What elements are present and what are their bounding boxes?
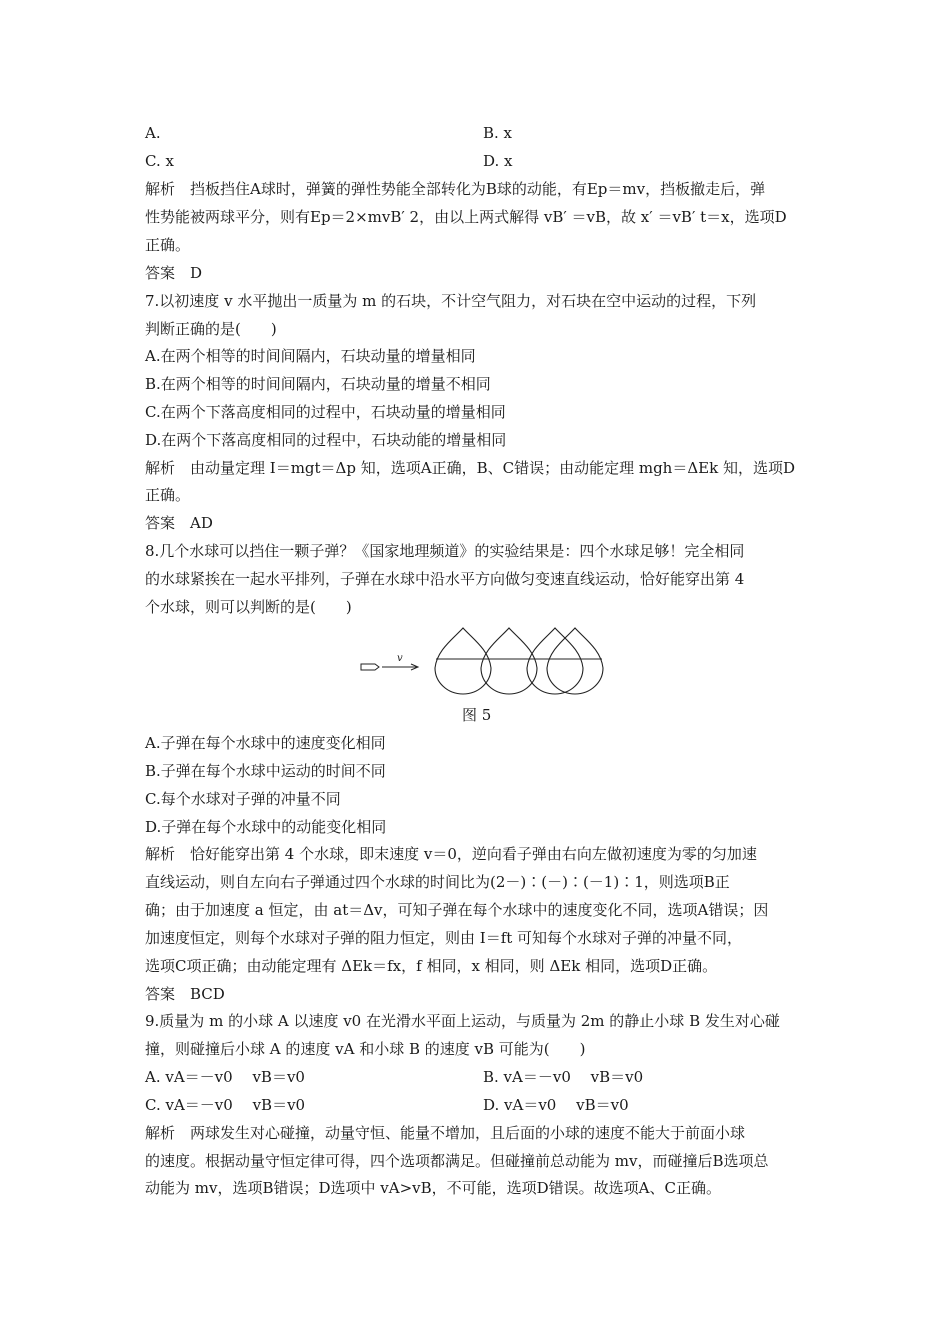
- q8-option-a: A.子弹在每个水球中的速度变化相同: [145, 734, 386, 752]
- q8-option-d: D.子弹在每个水球中的动能变化相同: [145, 818, 387, 836]
- q8-analysis-line: 加速度恒定，则每个水球对子弹的阻力恒定，则由 I＝ft 可知每个水球对子弹的冲量不同，: [145, 929, 743, 947]
- q7-answer: 答案 AD: [145, 514, 213, 532]
- q9-option-c: C. vA＝－v0 vB＝v0: [145, 1096, 306, 1114]
- q7-option-d: D.在两个下落高度相同的过程中，石块动能的增量相同: [145, 431, 507, 449]
- q6-option-a: A.: [145, 124, 161, 142]
- q8-answer: 答案 BCD: [145, 985, 225, 1003]
- q9-analysis-line: 的速度。根据动量守恒定律可得，四个选项都满足。但碰撞前总动能为 mv，而碰撞后B选项总: [145, 1152, 769, 1170]
- q6-option-d: D. x: [483, 152, 513, 170]
- q9-option-b: B. vA＝－v0 vB＝v0: [483, 1068, 644, 1086]
- q9-option-d: D. vA＝v0 vB＝v0: [483, 1096, 629, 1114]
- q8-stem-line: 个水球，则可以判断的是( ): [145, 598, 352, 616]
- q9-stem-line: 9.质量为 m 的小球 A 以速度 v0 在光滑水平面上运动，与质量为 2m 的静止小球 B 发生对心碰: [145, 1012, 780, 1030]
- water-balloon: [547, 628, 603, 694]
- figure-caption: 图 5: [462, 706, 492, 724]
- q7-stem-line: 7.以初速度 v 水平抛出一质量为 m 的石块，不计空气阻力，对石块在空中运动的过程，下列: [145, 292, 757, 310]
- q9-stem-line: 撞，则碰撞后小球 A 的速度 vA 和小球 B 的速度 vB 可能为( ): [145, 1040, 586, 1058]
- q7-option-a: A.在两个相等的时间间隔内，石块动量的增量相同: [145, 347, 476, 365]
- q9-analysis-line: 解析 两球发生对心碰撞，动量守恒、能量不增加，且后面的小球的速度不能大于前面小球: [145, 1124, 746, 1142]
- q9-analysis-line: 动能为 mv，选项B错误；D选项中 vA>vB，不可能，选项D错误。故选项A、C正确。: [145, 1179, 721, 1197]
- q8-stem-line: 的水球紧挨在一起水平排列，子弹在水球中沿水平方向做匀变速直线运动，恰好能穿出第 4: [145, 570, 745, 588]
- q7-option-c: C.在两个下落高度相同的过程中，石块动量的增量相同: [145, 403, 506, 421]
- q8-analysis-line: 选项C项正确；由动能定理有 ΔEk＝fx，f 相同，x 相同，则 ΔEk 相同，选项D正确。: [145, 957, 718, 975]
- q7-stem-line: 判断正确的是( ): [145, 320, 277, 338]
- q8-option-c: C.每个水球对子弹的冲量不同: [145, 790, 341, 808]
- q9-option-a: A. vA＝－v0 vB＝v0: [145, 1068, 305, 1086]
- q8-analysis-line: 确；由于加速度 a 恒定，由 at＝Δv，可知子弹在每个水球中的速度变化不同，选项A错误；因: [145, 901, 769, 919]
- q7-option-b: B.在两个相等的时间间隔内，石块动量的增量不相同: [145, 375, 491, 393]
- q8-analysis-line: 解析 恰好能穿出第 4 个水球，即末速度 v＝0，逆向看子弹由右向左做初速度为零的匀加速: [145, 845, 757, 863]
- q8-stem-line: 8.几个水球可以挡住一颗子弹？《国家地理频道》的实验结果是：四个水球足够！完全相同: [145, 542, 745, 560]
- bullet-icon: [361, 664, 379, 670]
- q6-analysis-line: 解析 挡板挡住A球时，弹簧的弹性势能全部转化为B球的动能，有Ep＝mv，挡板撤走后，弹: [145, 180, 766, 198]
- velocity-label: v: [397, 653, 403, 664]
- q7-analysis-line: 正确。: [145, 486, 191, 504]
- q6-answer: 答案 D: [145, 264, 203, 282]
- q6-analysis-line: 性势能被两球平分，则有Ep＝2×mvB′ 2，由以上两式解得 vB′ ＝vB，故 x′ ＝vB′ t＝x，选项D: [145, 208, 787, 226]
- q8-option-b: B.子弹在每个水球中运动的时间不同: [145, 762, 386, 780]
- q6-option-b: B. x: [483, 124, 513, 142]
- q8-analysis-line: 直线运动，则自左向右子弹通过四个水球的时间比为(2－)∶(－)∶(－1)∶1，则选项B正: [145, 873, 730, 891]
- figure-water-balloons: [355, 625, 605, 695]
- q6-option-c: C. x: [145, 152, 174, 170]
- q7-analysis-line: 解析 由动量定理 I＝mgt＝Δp 知，选项A正确，B、C错误；由动能定理 mgh＝ΔEk 知，选项D: [145, 459, 796, 477]
- q6-analysis-line: 正确。: [145, 236, 191, 254]
